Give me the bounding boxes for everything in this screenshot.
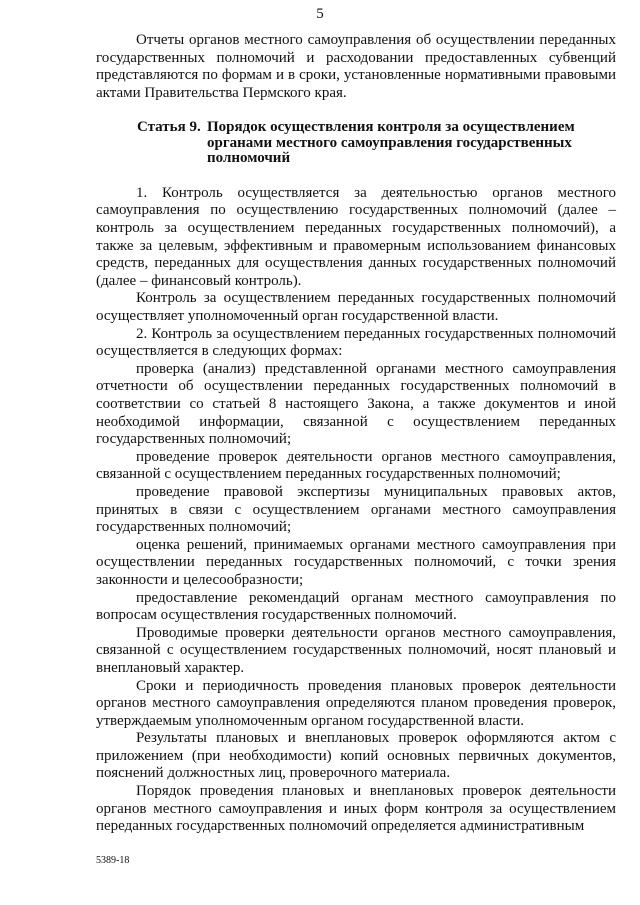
- paragraph: Порядок проведения плановых и внеплановых проверок деятельности органов местного самоуправления и иных форм контроля за осуществлением переданных государственных полномочий определяется административным: [96, 783, 616, 835]
- paragraph: проверка (анализ) представленной органами местного самоуправления отчетности об осуществлении переданных государственных полномочий в соответствии со статьей 8 настоящего Закона, а также документов и иной необходимой информации, связанной с осуществлением переданных государственных полномочий;: [96, 360, 616, 448]
- paragraph: 2. Контроль за осуществлением переданных государственных полномочий осуществляется в следующих формах:: [96, 325, 616, 360]
- document-body: [96, 32, 616, 836]
- paragraph: проведение проверок деятельности органов местного самоуправления, связанной с осуществлением переданных государственных полномочий;: [96, 448, 616, 483]
- paragraph: оценка решений, принимаемых органами местного самоуправления при осуществлении переданных государственных полномочий, с точки зрения законности и целесообразности;: [96, 536, 616, 588]
- paragraph: Контроль за осуществлением переданных государственных полномочий осуществляет уполномоченный орган государственной власти.: [96, 290, 616, 325]
- intro-paragraph: Отчеты органов местного самоуправления об осуществлении переданных государственных полномочий и расходовании предоставленных субвенций представляются по формам и в сроки, установленные нормативными правовыми актами Правительства Пермского края.: [96, 32, 616, 101]
- paragraph: Сроки и периодичность проведения плановых проверок деятельности органов местного самоуправления определяются планом проведения проверок, утверждаемым уполномоченным органом государственной власти.: [96, 677, 616, 729]
- paragraph: предоставление рекомендаций органам местного самоуправления по вопросам осуществления государственных полномочий.: [96, 589, 616, 624]
- paragraph: Проводимые проверки деятельности органов местного самоуправления, связанной с осуществлением государственных полномочий, носят плановый и внеплановый характер.: [96, 624, 616, 676]
- document-code: 5389-18: [96, 855, 130, 866]
- article-number: Статья 9.: [137, 119, 201, 136]
- article-heading: [96, 120, 616, 167]
- paragraph: 1. Контроль осуществляется за деятельностью органов местного самоуправления по осуществлению государственных полномочий (далее – контроль за осуществлением переданных государственных полномочий), а также за целевым, эффективным и правомерным использованием финансовых средств, переданных для осуществления данных государственных полномочий (далее – финансовый контроль).: [96, 184, 616, 289]
- paragraph: проведение правовой экспертизы муниципальных правовых актов, принятых в связи с осуществлением органами местного самоуправления государственных полномочий;: [96, 483, 616, 536]
- page-number: 5: [316, 6, 324, 22]
- paragraph: Результаты плановых и внеплановых проверок оформляются актом с приложением (при необходимости) копий основных первичных документов, пояснений должностных лиц, проверочного материала.: [96, 730, 616, 782]
- article-title: Порядок осуществления контроля за осуществлением органами местного самоуправления государственных полномочий: [207, 119, 575, 167]
